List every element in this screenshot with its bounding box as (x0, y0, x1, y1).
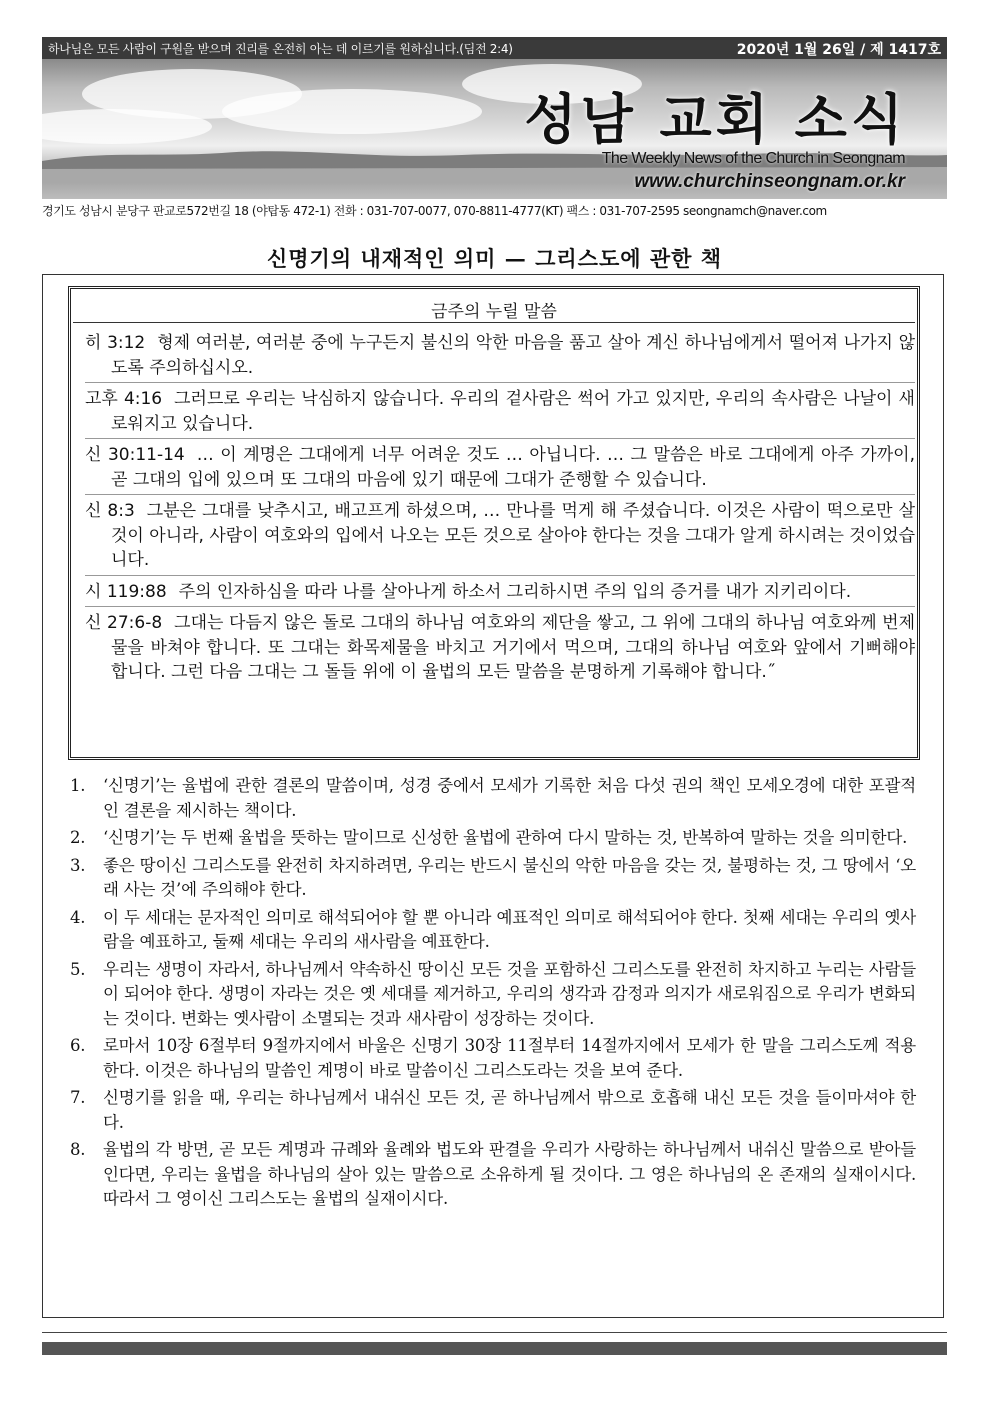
newsletter-subtitle: The Weekly News of the Church in Seongnam (601, 150, 905, 167)
footer-bar (42, 1342, 947, 1355)
newsletter-title: 성남 교회 소식 (524, 88, 907, 151)
item-number: 4. (70, 907, 86, 927)
item-number: 1. (70, 776, 86, 795)
article-headline: 신명기의 내재적인 의미 — 그리스도에 관한 책 (266, 246, 722, 271)
list-item (70, 958, 916, 1032)
item-text: ‘신명기’는 두 번째 율법을 뜻하는 말이므로 신성한 율법에 관하여 다시 말하는 것, 반복하여 말하는 것을 의미한다. (103, 828, 908, 847)
item-text: 우리는 생명이 자라서, 하나님께서 약속하신 땅이신 모든 것을 포함하신 그리스도를 완전히 차지하고 누리는 사람들이 되어야 한다. 생명이 자라는 것은 옛 세대를 제거하고, 우리의 생각과 감정과 의지가 새로워짐으로 우리가 변화되는 것이다. 변화는 옛사람이 소멸되는 것과 새사람이 성장하는 것이다. (103, 959, 916, 1028)
list-item (70, 1034, 916, 1083)
verse-reference: 시 119:88 (85, 581, 167, 602)
item-text: 율법의 각 방면, 곧 모든 계명과 규례와 율례와 법도와 판결을 우리가 사랑하는 하나님께서 내쉬신 말씀으로 받아들인다면, 우리는 율법을 하나님의 살아 있는 말씀으로 소유하게 될 것이다. 그 영은 하나님의 온 존재의 실재이시다. 따라서 그 영이신 그리스도는 율법의 실재이시다. (103, 1140, 916, 1208)
verse-text: 그대는 다듬지 않은 돌로 그대의 하나님 여호와의 제단을 쌓고, 그 위에 그대의 하나님 여호와께 번제물을 바쳐야 합니다. 또 그대는 화목제물을 바치고 거기에서 먹으며, 그대의 하나님 여호와 앞에서 기뻐해야 합니다. 그런 다음 그대는 그 돌들 위에 이 율법의 모든 말씀을 분명하게 기록해야 합니다.˝ (111, 613, 916, 682)
verse-reference: 신 30:11-14 (85, 445, 185, 465)
verse-item (85, 499, 915, 576)
item-text: 로마서 10장 6절부터 9절까지에서 바울은 신명기 30장 11절부터 14절까지에서 모세가 한 말을 그리스도께 적용한다. 이것은 하나님의 말씀인 계명이 바로 말씀이신 그리스도라는 것을 보여 준다. (103, 1036, 916, 1080)
list-item (70, 854, 916, 903)
masthead (42, 59, 947, 199)
website-link[interactable]: www.churchinseongnam.or.kr (634, 171, 905, 192)
key-points-list (70, 774, 916, 1215)
list-item (70, 906, 916, 955)
item-number: 7. (70, 1088, 86, 1107)
verse-text: 그러므로 우리는 낙심하지 않습니다. 우리의 겉사람은 썩어 가고 있지만, 우리의 속사람은 나날이 새로워지고 있습니다. (111, 389, 915, 434)
verse-reference: 신 27:6-8 (85, 613, 163, 633)
church-address: 경기도 성남시 분당구 판교로572번길 18 (야탑동 472-1) 전화 : 031-707-0077, 070-8811-4777(KT) 팩스 : 031-707-2595 seongnamch@naver.com (42, 204, 827, 218)
verse-box (68, 286, 920, 760)
verse-text: 주의 인자하심을 따라 나를 살아나게 하소서 그리하시면 주의 입의 증거를 내가 지키리이다. (178, 581, 852, 602)
verse-item (85, 331, 915, 383)
top-banner (42, 37, 947, 59)
verse-text: … 이 계명은 그대에게 너무 어려운 것도 … 아닙니다. … 그 말씀은 바로 그대에게 아주 가까이, 곧 그대의 입에 있으며 또 그대의 마음에 있기 때문에 그대가 준행할 수 있습니다. (111, 445, 915, 490)
item-text: 좋은 땅이신 그리스도를 완전히 차지하려면, 우리는 반드시 불신의 악한 마음을 갖는 것, 불평하는 것, 그 땅에서 ‘오래 사는 것’에 주의해야 한다. (103, 855, 916, 899)
item-text: 이 두 세대는 문자적인 의미로 해석되어야 할 뿐 아니라 예표적인 의미로 해석되어야 한다. 첫째 세대는 우리의 옛사람을 예표하고, 둘째 세대는 우리의 새사람을 예표한다. (103, 907, 916, 951)
item-text: 신명기를 읽을 때, 우리는 하나님께서 내쉬신 모든 것, 곧 하나님께서 밖으로 호흡해 내신 모든 것을 들이마셔야 한다. (103, 1088, 916, 1132)
verse-reference: 신 8:3 (85, 501, 135, 521)
item-number: 8. (70, 1140, 86, 1159)
verse-text: 그분은 그대를 낮추시고, 배고프게 하셨으며, … 만나를 먹게 해 주셨습니다. 이것은 사람이 떡으로만 살 것이 아니라, 사람이 여호와의 입에서 나오는 모든 것으로 살아야 한다는 것을 그대가 알게 하시려는 것이었습니다. (111, 501, 916, 570)
list-item (70, 774, 916, 823)
list-item (70, 1138, 916, 1212)
verse-item (85, 387, 915, 439)
verse-box-title: 금주의 누릴 말씀 (431, 302, 557, 322)
item-number: 6. (70, 1036, 86, 1055)
verse-reference: 히 3:12 (85, 333, 146, 353)
verse-reference: 고후 4:16 (85, 389, 163, 409)
verse-list (85, 331, 915, 691)
verse-item (85, 580, 915, 608)
item-number: 5. (70, 959, 86, 979)
divider (73, 322, 915, 323)
list-item (70, 1086, 916, 1135)
verse-text: 형제 여러분, 여러분 중에 누구든지 불신의 악한 마음을 품고 살아 계신 하나님에게서 떨어져 나가지 않도록 주의하십시오. (111, 333, 915, 378)
issue-date: 2020년 1월 26일 / 제 1417호 (736, 42, 941, 58)
list-item (70, 826, 916, 851)
footer-divider (42, 1332, 947, 1333)
item-number: 2. (70, 828, 86, 847)
item-text: ‘신명기’는 율법에 관한 결론의 말씀이며, 성경 중에서 모세가 기록한 처음 다섯 권의 책인 모세오경에 대한 포괄적인 결론을 제시하는 책이다. (103, 776, 917, 820)
verse-item (85, 611, 915, 687)
header-motto: 하나님은 모든 사람이 구원을 받으며 진리를 온전히 아는 데 이르기를 원하십니다.(딤전 2:4) (48, 42, 513, 56)
item-number: 3. (70, 855, 86, 875)
verse-item (85, 443, 915, 495)
